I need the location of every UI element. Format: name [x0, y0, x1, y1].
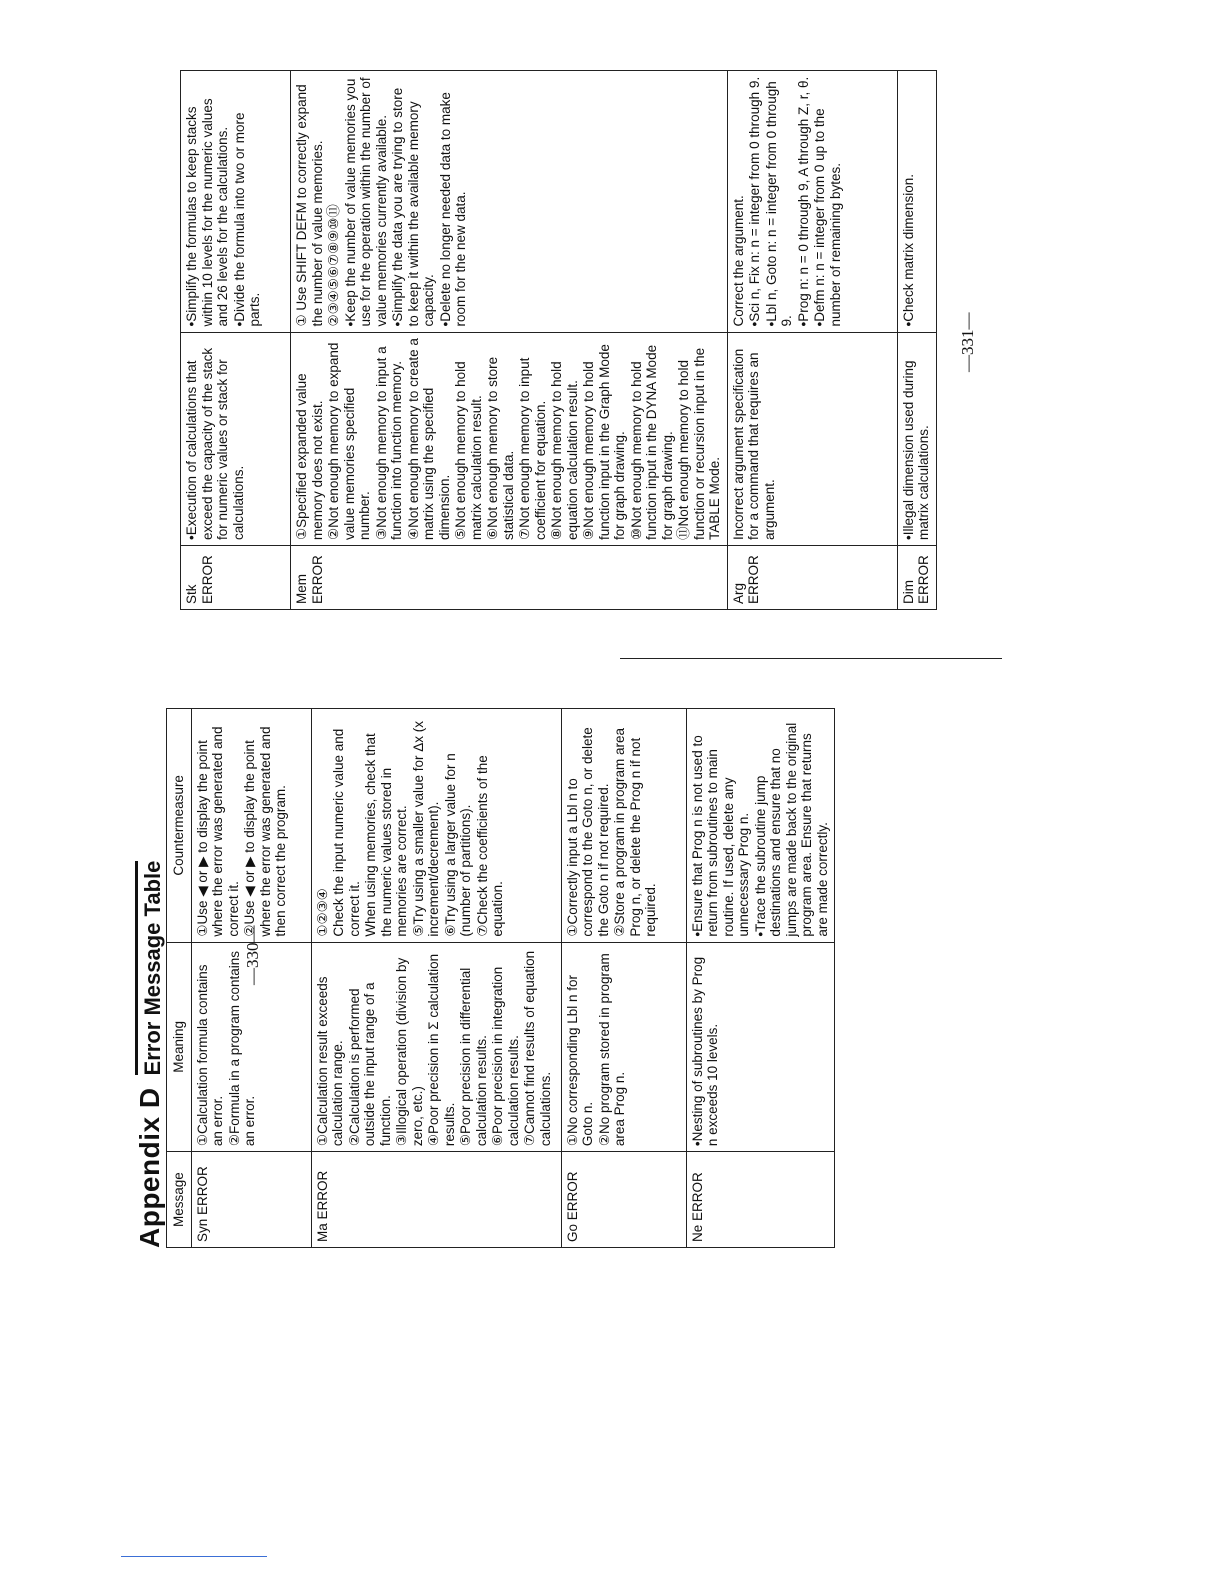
meaning-cell	[686, 942, 835, 1152]
page-number-left: —330—	[243, 925, 262, 985]
error-message: Ma ERROR	[314, 1170, 330, 1242]
meaning-item: ⑦Not enough memory to input coefficient for equation.	[517, 357, 548, 541]
countermeasure-item: •Simplify the formulas to keep stacks within 10 levels for the numeric values and 26 levels for the calculations.	[184, 98, 230, 327]
meaning-item: ②Calculation is performed outside the input range of a function.	[346, 982, 393, 1147]
page-number-right: —331—	[958, 312, 977, 372]
meaning-item: ⑪Not enough memory to hold function or recursion input in the TABLE Mode.	[676, 347, 722, 541]
meaning-item: ②Formula in a program contains an error.	[226, 950, 257, 1147]
header-countermeasure: Countermeasure	[167, 709, 192, 943]
meaning-cell	[311, 942, 561, 1152]
countermeasure-item: •Ensure that Prog n is not used to return from subroutines to main routine. If used, delete any unnecessary Prog n.	[689, 735, 751, 937]
countermeasure-item: •Keep the number of value memories you use for the operation within the number of value memories currently available.	[342, 77, 389, 327]
countermeasure-item: •Trace the subroutine jump destinations and ensure that no jumps are made back to the original program area. Ensure that returns are made correctly.	[752, 722, 830, 937]
header-message: Message	[167, 1152, 192, 1248]
table-row	[727, 71, 897, 610]
countermeasure-item: ①Correctly input a Lbl n to correspond to the Goto n, or delete the Goto n if not required.	[564, 727, 611, 937]
right-page	[180, 70, 937, 610]
meaning-item: ①Calculation formula contains an error.	[194, 964, 225, 1147]
left-page	[122, 708, 835, 1248]
meaning-item: ⑦Cannot find results of equation calculations.	[522, 950, 553, 1147]
meaning-item: ①Calculation result exceeds calculation range.	[314, 976, 345, 1147]
meaning-item: ⑩Not enough memory to hold function input in the DYNA Mode for graph drawing.	[628, 344, 675, 541]
meaning-cell	[291, 332, 728, 546]
error-message: Ne ERROR	[689, 1172, 705, 1242]
countermeasure-item: •Prog n: n = 0 through 9, A through Z, r, θ.	[795, 76, 811, 327]
countermeasure-cell	[686, 709, 835, 943]
error-table-left	[166, 708, 835, 1248]
appendix-label: Appendix D	[134, 1087, 165, 1248]
countermeasure-cell	[291, 71, 728, 333]
countermeasure-item: ②③④⑤⑥⑦⑧⑨⑩⑪	[326, 204, 341, 327]
table-row	[561, 709, 686, 1248]
meaning-item: ③Illogical operation (division by zero, etc.)	[394, 957, 425, 1147]
meaning-item: •Illegal dimension used during matrix calculations.	[900, 360, 931, 541]
meaning-item: Incorrect argument specification for a command that requires an argument.	[730, 348, 777, 541]
countermeasure-item: ②Use ◀ or ▶ to display the point where the error was generated and then correct the program.	[242, 726, 288, 937]
countermeasure-item: ①Use ◀ or ▶ to display the point where the error was generated and correct it.	[194, 726, 241, 937]
countermeasure-item: ⑦Check the coefficients of the equation.	[474, 755, 505, 937]
countermeasure-item: ⑥Try using a larger value for n (number of partitions).	[442, 753, 473, 937]
countermeasure-item: Check the input numeric value and correct it.	[331, 728, 362, 937]
countermeasure-cell	[181, 71, 291, 333]
countermeasure-item: •Check matrix dimension.	[900, 174, 916, 327]
table-row	[291, 71, 728, 610]
countermeasure-item: •Divide the formula into two or more parts.	[231, 112, 262, 327]
meaning-item: ⑨Not enough memory to hold function input in the Graph Mode for graph drawing.	[581, 344, 627, 541]
countermeasure-item: •Delete no longer needed data to make room for the new data.	[437, 92, 468, 327]
error-message-cell	[897, 546, 936, 610]
meaning-item: ⑤Poor precision in differential calculation results.	[458, 967, 489, 1147]
countermeasure-item: •Defm n: n = integer from 0 up to the number of remaining bytes.	[812, 108, 843, 327]
countermeasure-item: ⑤Try using a smaller value for Δx (x increment/decrement).	[410, 720, 441, 937]
page-divider	[620, 658, 1002, 659]
table-row	[686, 709, 835, 1248]
error-message-cell	[191, 1152, 311, 1248]
countermeasure-item: •Sci n, Fix n: n = integer from 0 through 9.	[747, 76, 762, 327]
error-message: Syn ERROR	[194, 1166, 210, 1242]
meaning-item: •Nesting of subroutines by Prog n exceeds 10 levels.	[689, 956, 720, 1147]
meaning-item: ⑤Not enough memory to hold matrix calculation result.	[453, 361, 484, 541]
meaning-cell	[897, 332, 936, 546]
meaning-item: ②No program stored in program area Prog n.	[596, 953, 627, 1147]
meaning-item: ④Poor precision in Σ calculation results.	[426, 953, 457, 1147]
error-message-cell	[181, 546, 291, 610]
meaning-item: ④Not enough memory to create a matrix using the specified dimension.	[405, 338, 452, 541]
meaning-item: ③Not enough memory to input a function into function memory.	[373, 346, 404, 541]
countermeasure-item: When using memories, check that the numeric values stored in memories are correct.	[363, 733, 409, 937]
meaning-item: ⑥Poor precision in integration calculation results.	[490, 966, 521, 1147]
table-row	[897, 71, 936, 610]
meaning-item: ②Not enough memory to expand value memories specified number.	[326, 342, 372, 541]
meaning-item: •Execution of calculations that exceed the capacity of the stack for numeric values or stack for calculations.	[184, 347, 246, 541]
table-row	[181, 71, 291, 610]
appendix-title: Error Message Table	[135, 861, 166, 1076]
error-message-cell	[727, 546, 897, 610]
countermeasure-cell	[727, 71, 897, 333]
meaning-item: ⑧Not enough memory to hold equation calculation result.	[549, 361, 580, 541]
error-message-cell	[686, 1152, 835, 1248]
meaning-item: ①No corresponding Lbl n for Goto n.	[564, 974, 595, 1147]
countermeasure-item: ②Store a program in program area Prog n, or delete the Prog n if not required.	[612, 727, 658, 937]
meaning-cell	[727, 332, 897, 546]
error-message: Go ERROR	[564, 1171, 580, 1242]
countermeasure-item: ①②③④	[314, 888, 330, 937]
meaning-cell	[181, 332, 291, 546]
countermeasure-item: ① Use SHIFT DEFM to correctly expand the number of value memories.	[294, 84, 325, 327]
countermeasure-cell	[311, 709, 561, 943]
footer-underline	[121, 1556, 267, 1557]
table-row	[311, 709, 561, 1248]
error-message: Arg ERROR	[730, 555, 761, 604]
error-message: Mem ERROR	[294, 555, 325, 604]
error-message: Stk ERROR	[184, 555, 215, 604]
appendix-heading	[122, 708, 166, 1248]
countermeasure-cell	[191, 709, 311, 943]
error-message-cell	[561, 1152, 686, 1248]
meaning-item: ①Specified expanded value memory does not exist.	[294, 373, 325, 541]
meaning-cell	[561, 942, 686, 1152]
header-meaning: Meaning	[167, 942, 192, 1152]
error-message-cell	[311, 1152, 561, 1248]
countermeasure-item: Correct the argument.	[730, 195, 746, 327]
countermeasure-cell	[897, 71, 936, 333]
countermeasure-item: •Lbl n, Goto n: n = integer from 0 through 9.	[763, 81, 794, 327]
countermeasure-cell	[561, 709, 686, 943]
error-message-cell	[291, 546, 728, 610]
table-header-row	[167, 709, 192, 1248]
error-table-right	[180, 70, 937, 610]
error-message: Dim ERROR	[900, 555, 931, 604]
countermeasure-item: •Simplify the data you are trying to store to keep it within the available memory capacity.	[390, 87, 436, 327]
meaning-item: ⑥Not enough memory to store statistical data.	[485, 356, 516, 541]
